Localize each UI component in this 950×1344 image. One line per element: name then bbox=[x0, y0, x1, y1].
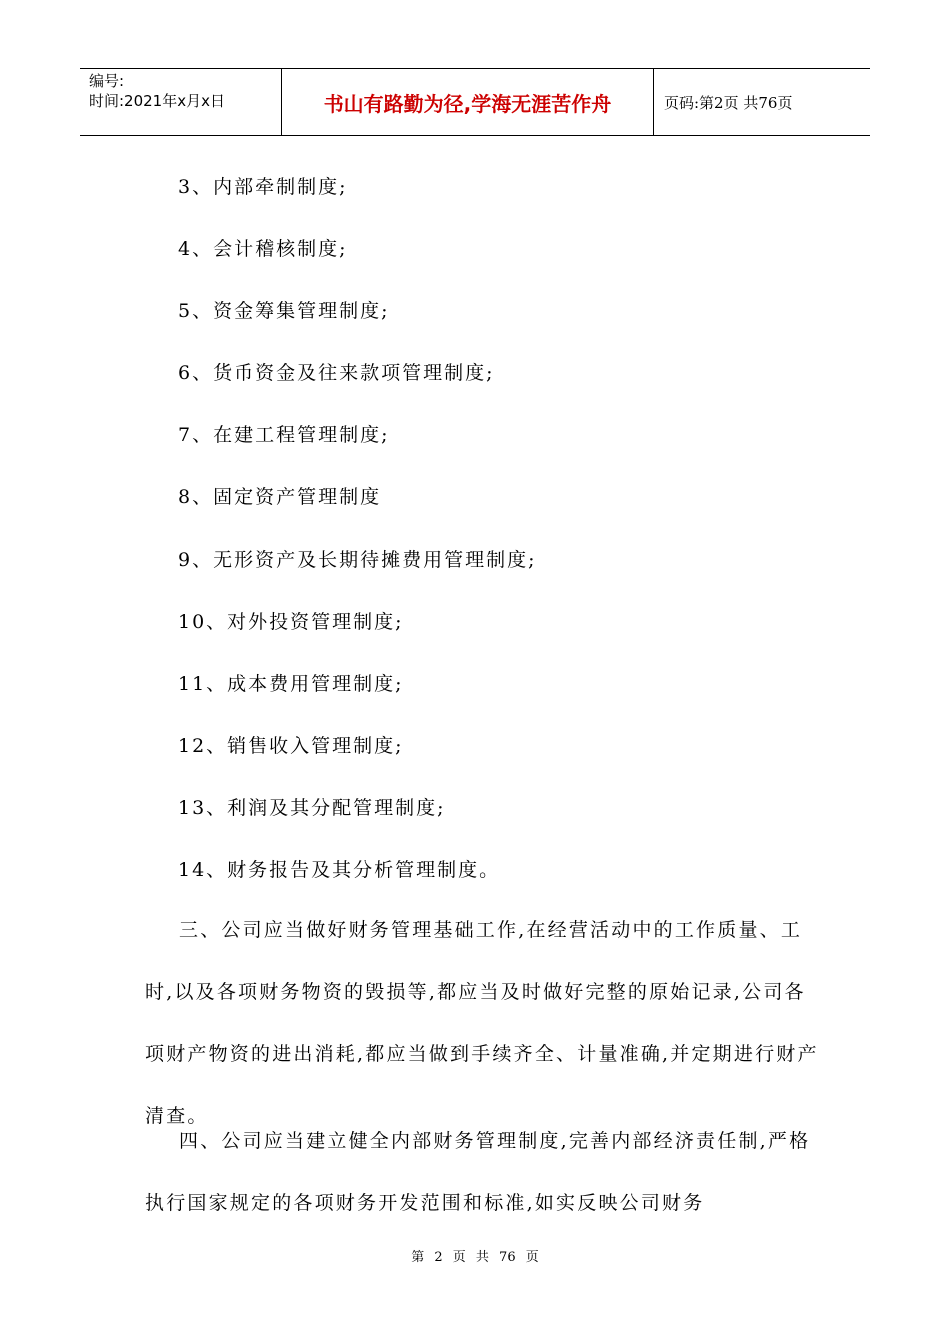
list-item: 8、固定资产管理制度 bbox=[178, 486, 382, 508]
list-item: 5、资金筹集管理制度; bbox=[178, 300, 390, 322]
header-meta-cell bbox=[80, 69, 282, 135]
list-item: 13、利润及其分配管理制度; bbox=[178, 797, 446, 819]
body-paragraph: 四、公司应当建立健全内部财务管理制度,完善内部经济责任制,严格执行国家规定的各项财务开发范围和标准,如实反映公司财务 bbox=[145, 1130, 811, 1214]
list-item: 10、对外投资管理制度; bbox=[178, 611, 404, 633]
header-motto-cell bbox=[282, 69, 654, 135]
header-motto: 书山有路勤为径,学海无涯苦作舟 bbox=[323, 91, 612, 116]
document-number-label: 编号: bbox=[89, 72, 125, 90]
list-item: 12、销售收入管理制度; bbox=[178, 735, 404, 757]
header-page-cell bbox=[654, 69, 870, 135]
list-item: 7、在建工程管理制度; bbox=[178, 424, 390, 446]
page-header bbox=[80, 68, 870, 136]
body-paragraph: 三、公司应当做好财务管理基础工作,在经营活动中的工作质量、工时,以及各项财务物资的毁损等,都应当及时做好完整的原始记录,公司各项财产物资的进出消耗,都应当做到手续齐全、计量准确,并定期进行财产清查。 bbox=[145, 919, 819, 1127]
list-item: 9、无形资产及长期待摊费用管理制度; bbox=[178, 549, 537, 571]
page-footer: 第 2 页 共 76 页 bbox=[411, 1250, 539, 1265]
document-date-label: 时间:2021年x月x日 bbox=[89, 92, 225, 110]
list-item: 14、财务报告及其分析管理制度。 bbox=[178, 859, 501, 881]
header-page-info: 页码:第2页 共76页 bbox=[664, 93, 793, 112]
list-item: 6、货币资金及往来款项管理制度; bbox=[178, 362, 495, 384]
list-item: 11、成本费用管理制度; bbox=[178, 673, 404, 695]
list-item: 4、会计稽核制度; bbox=[178, 238, 348, 260]
list-item: 3、内部牵制制度; bbox=[178, 176, 348, 198]
